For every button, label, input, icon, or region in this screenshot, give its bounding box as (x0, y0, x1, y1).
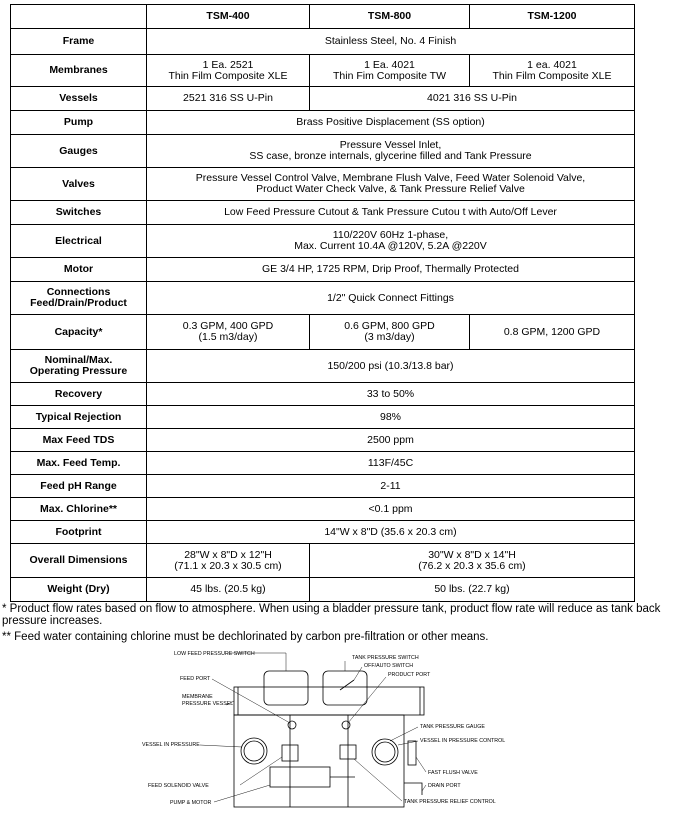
cell-tsm-1200 (470, 55, 635, 87)
vessel-in-pressure-gauge (241, 738, 267, 764)
line: (71.1 x 20.3 x 30.5 cm) (174, 559, 282, 572)
line: Pressure Vessel Inlet, (339, 139, 442, 151)
tank-pressure-gauge-inner (375, 742, 395, 762)
cell-tsm-400: 45 lbs. (20.5 kg) (147, 578, 310, 602)
row-value: 1/2" Quick Connect Fittings (147, 282, 635, 315)
row-value (147, 135, 635, 168)
pump-motor (270, 767, 330, 787)
label-feed-port: FEED PORT (180, 676, 211, 682)
header-tsm-800: TSM-800 (310, 5, 470, 29)
row-vessels (11, 87, 635, 111)
row-rejection (11, 406, 635, 429)
row-label: Max. Feed Temp. (11, 452, 147, 475)
line: Thin Film Composite XLE (168, 69, 288, 82)
tank-pressure-switch-box (323, 671, 367, 705)
row-value: GE 3/4 HP, 1725 RPM, Drip Proof, Thermally Protected (147, 258, 635, 282)
row-membranes (11, 55, 635, 87)
line: Feed/Drain/Product (30, 297, 127, 309)
row-value (147, 168, 635, 201)
cell-tsm-800-1200: 4021 316 SS U-Pin (310, 87, 635, 111)
label-membrane: MEMBRANE (182, 694, 213, 700)
cell-tsm-800-1200 (310, 544, 635, 578)
row-value: 2-11 (147, 475, 635, 498)
row-label: Motor (11, 258, 147, 282)
tank-pressure-gauge (372, 739, 398, 765)
main-frame (234, 715, 404, 807)
row-label: Vessels (11, 87, 147, 111)
line: (76.2 x 20.3 x 35.6 cm) (418, 559, 526, 572)
row-gauges (11, 135, 635, 168)
label-drain-port: DRAIN PORT (428, 783, 461, 789)
cell-tsm-400 (147, 544, 310, 578)
pressure-vessel (234, 687, 424, 715)
line: (1.5 m3/day) (198, 331, 258, 343)
line: Nominal/Max. (44, 354, 113, 366)
row-label: Max Feed TDS (11, 429, 147, 452)
cell-tsm-800-1200: 50 lbs. (22.7 kg) (310, 578, 635, 602)
row-value: 150/200 psi (10.3/13.8 bar) (147, 350, 635, 383)
row-switches (11, 201, 635, 225)
cell-tsm-1200: 0.8 GPM, 1200 GPD (470, 315, 635, 350)
row-connections (11, 282, 635, 315)
low-feed-switch-box (264, 671, 308, 705)
row-label: Max. Chlorine** (11, 498, 147, 521)
header-tsm-400: TSM-400 (147, 5, 310, 29)
row-label: Weight (Dry) (11, 578, 147, 602)
line: Operating Pressure (29, 365, 128, 377)
label-fast-flush-valve: FAST FLUSH VALVE (428, 770, 478, 776)
row-label: Frame (11, 29, 147, 55)
row-label: Overall Dimensions (11, 544, 147, 578)
row-value: 98% (147, 406, 635, 429)
label-tank-pressure-switch: TANK PRESSURE SWITCH (352, 655, 419, 661)
row-value: Low Feed Pressure Cutout & Tank Pressure Cutou t with Auto/Off Lever (147, 201, 635, 225)
fast-flush-valve (408, 741, 416, 765)
label-pressure-vessel: PRESSURE VESSEL (182, 701, 234, 707)
line: 30"W x 8"D x 14"H (428, 548, 516, 561)
row-value: <0.1 ppm (147, 498, 635, 521)
cell-tsm-400 (147, 55, 310, 87)
row-label: Pump (11, 111, 147, 135)
cell-tsm-800 (310, 315, 470, 350)
row-tds (11, 429, 635, 452)
row-recovery (11, 383, 635, 406)
row-frame (11, 29, 635, 55)
line: 0.6 GPM, 800 GPD (344, 320, 435, 332)
line: 1 Ea. 2521 (202, 58, 254, 71)
leader-relief (354, 759, 402, 801)
row-value (147, 225, 635, 258)
line: Thin Fim Composite TW (333, 69, 446, 82)
feed-port-fitting (288, 721, 296, 729)
row-label: Membranes (11, 55, 147, 87)
line: 1 Ea. 4021 (364, 58, 415, 71)
cell-tsm-400 (147, 315, 310, 350)
row-dimensions (11, 544, 635, 578)
vessel-in-pressure-gauge-inner (244, 741, 264, 761)
row-label: Typical Rejection (11, 406, 147, 429)
row-valves (11, 168, 635, 201)
leader-pump (214, 785, 270, 802)
row-chlorine (11, 498, 635, 521)
line: (3 m3/day) (364, 331, 415, 343)
unit-diagram (140, 645, 520, 815)
line: Product Water Check Valve, & Tank Pressure Relief Valve (256, 183, 525, 195)
line: SS case, bronze internals, glycerine filled and Tank Pressure (249, 150, 532, 162)
leader-vessel-in-pressure (200, 745, 242, 747)
leader-drain (422, 785, 426, 791)
row-label: Electrical (11, 225, 147, 258)
cell-tsm-400: 2521 316 SS U-Pin (147, 87, 310, 111)
row-label (11, 282, 147, 315)
spec-table (10, 4, 635, 602)
line: Thin Film Composite XLE (492, 69, 612, 82)
line: 0.3 GPM, 400 GPD (182, 320, 274, 332)
footnote-chlorine: ** Feed water containing chlorine must be dechlorinated by carbon pre-filtration or other means. (2, 631, 489, 643)
row-label: Switches (11, 201, 147, 225)
label-tank-pressure-relief: TANK PRESSURE RELIEF CONTROL (404, 799, 496, 805)
leader-fast-flush (416, 757, 426, 772)
row-value: 14"W x 8"D (35.6 x 20.3 cm) (147, 521, 635, 544)
row-value: Stainless Steel, No. 4 Finish (147, 29, 635, 55)
header-row (11, 5, 635, 29)
row-label: Gauges (11, 135, 147, 168)
drain-tubing (404, 783, 422, 795)
cell-tsm-800 (310, 55, 470, 87)
line: Connections (46, 286, 111, 298)
label-pump-motor: PUMP & MOTOR (170, 800, 212, 806)
row-footprint (11, 521, 635, 544)
row-capacity (11, 315, 635, 350)
leader-off-auto (354, 667, 362, 680)
label-low-feed-switch: LOW FEED PRESSURE SWITCH (174, 651, 255, 657)
row-label: Feed pH Range (11, 475, 147, 498)
row-label (11, 350, 147, 383)
header-empty (11, 5, 147, 29)
row-pump (11, 111, 635, 135)
row-label: Capacity* (11, 315, 147, 350)
row-value: 33 to 50% (147, 383, 635, 406)
row-label: Valves (11, 168, 147, 201)
label-vessel-in-pressure: VESSEL IN PRESSURE (142, 742, 200, 748)
row-value: 113F/45C (147, 452, 635, 475)
line: 110/220V 60Hz 1-phase, (332, 229, 449, 241)
row-value: Brass Positive Displacement (SS option) (147, 111, 635, 135)
row-label: Footprint (11, 521, 147, 544)
line: Max. Current 10.4A @120V, 5.2A @220V (294, 240, 487, 252)
line: 1 ea. 4021 (527, 58, 577, 71)
label-off-auto-switch: OFF/AUTO SWITCH (364, 663, 414, 669)
footnote-product-flow: * Product flow rates based on flow to atmosphere. When using a bladder pressure tank, product flow rate will reduce as tank back pressure increases. (2, 603, 661, 627)
row-pressure (11, 350, 635, 383)
row-value: 2500 ppm (147, 429, 635, 452)
label-product-port: PRODUCT PORT (388, 672, 431, 678)
label-vessel-in-pressure-control: VESSEL IN PRESSURE CONTROL (420, 738, 506, 744)
header-tsm-1200: TSM-1200 (470, 5, 635, 29)
row-label: Recovery (11, 383, 147, 406)
row-electrical (11, 225, 635, 258)
line: Pressure Vessel Control Valve, Membrane Flush Valve, Feed Water Solenoid Valve, (195, 172, 586, 184)
label-feed-solenoid-valve: FEED SOLENOID VALVE (148, 783, 209, 789)
row-motor (11, 258, 635, 282)
switch-lever (340, 680, 354, 690)
row-temp (11, 452, 635, 475)
row-ph (11, 475, 635, 498)
label-tank-pressure-gauge: TANK PRESSURE GAUGE (420, 724, 485, 730)
line: 28"W x 8"D x 12"H (184, 548, 272, 561)
row-weight (11, 578, 635, 602)
